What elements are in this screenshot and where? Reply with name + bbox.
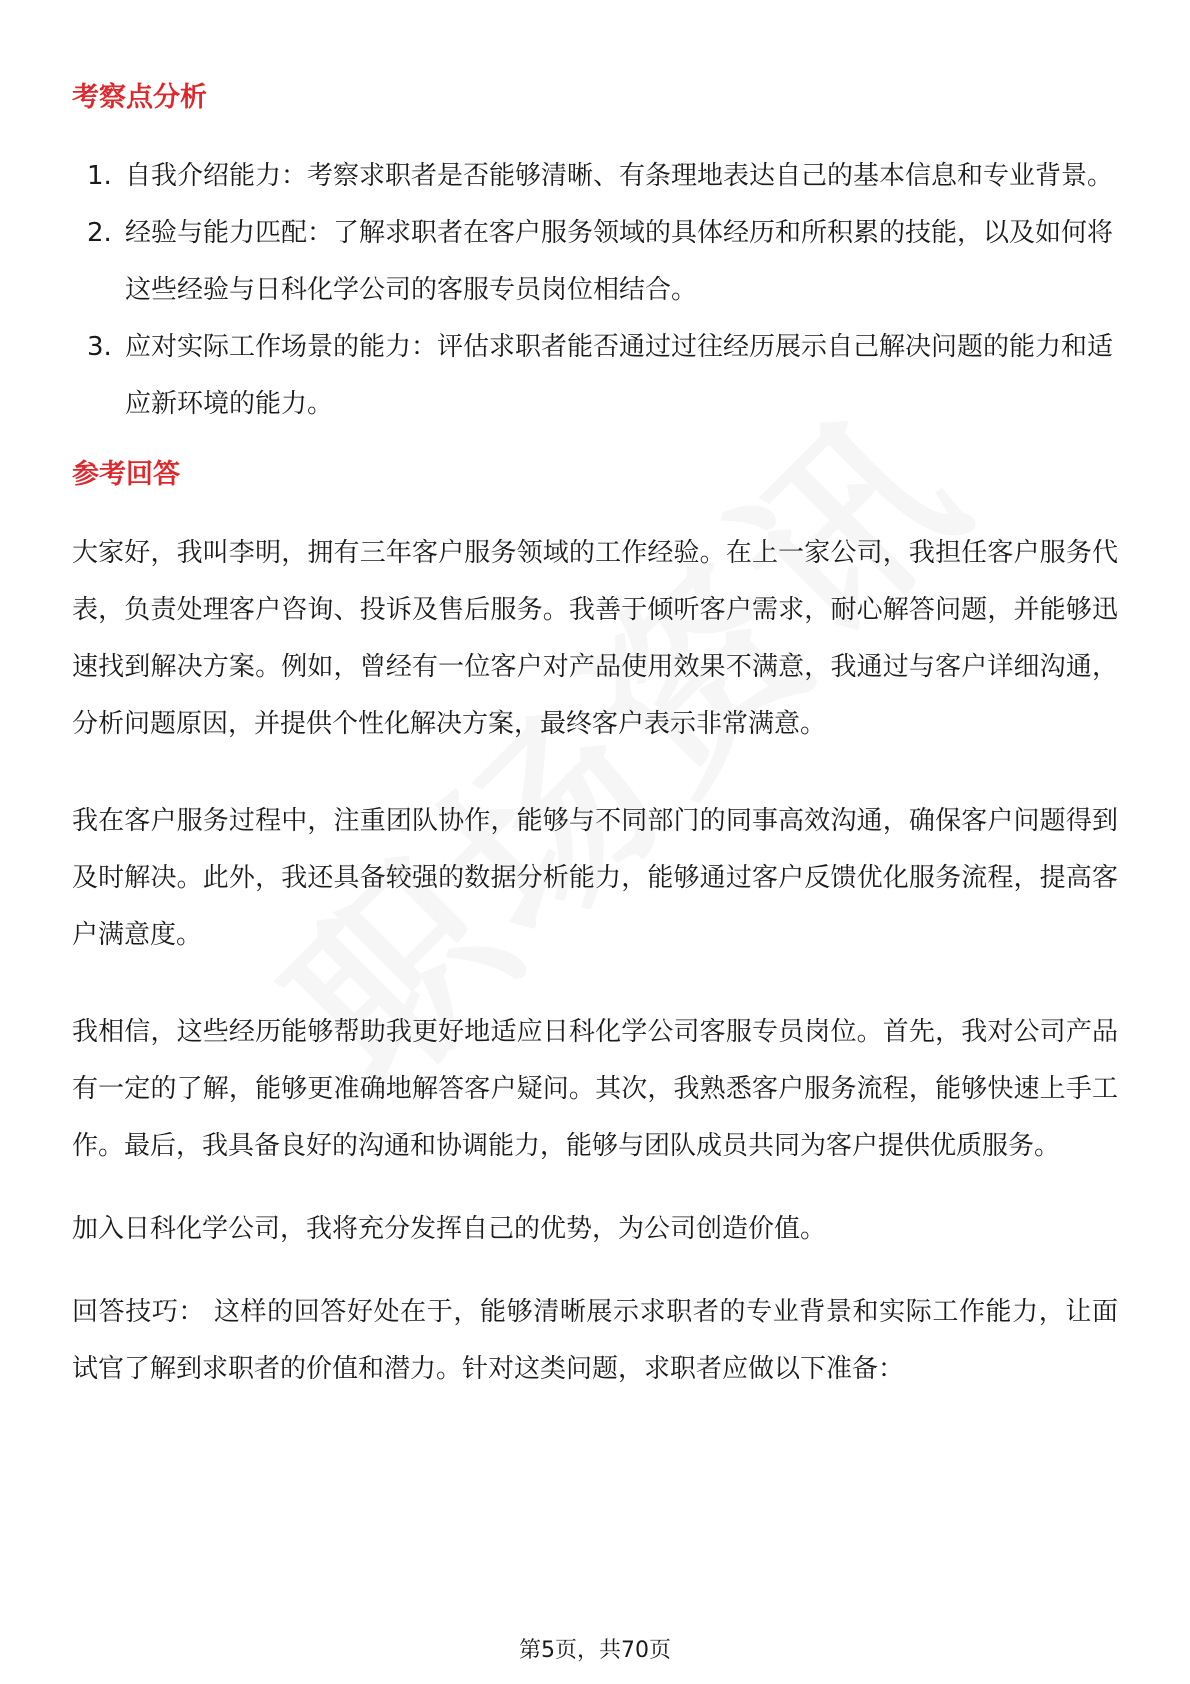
list-item-number: 1. bbox=[87, 161, 112, 191]
answer-paragraph: 大家好，我叫李明，拥有三年客户服务领域的工作经验。在上一家公司，我担任客户服务代表，负责处理客户咨询、投诉及售后服务。我善于倾听客户需求，耐心解答问题，并能够迅速找到解决方案。例如，曾经有一位客户对产品使用效果不满意，我通过与客户详细沟通，分析问题原因，并提供个性化解决方案，最终客户表示非常满意。 bbox=[72, 538, 1118, 739]
list-item bbox=[72, 205, 1118, 319]
page-content bbox=[72, 70, 1118, 1398]
answer-paragraph: 我在客户服务过程中，注重团队协作，能够与不同部门的同事高效沟通，确保客户问题得到及时解决。此外，我还具备较强的数据分析能力，能够通过客户反馈优化服务流程，提高客户满意度。 bbox=[72, 806, 1118, 950]
list-item-text: 应对实际工作场景的能力：评估求职者能否通过过往经历展示自己解决问题的能力和适应新环境的能力。 bbox=[125, 332, 1114, 419]
section-title-analysis: 考察点分析 bbox=[72, 82, 207, 113]
analysis-list bbox=[72, 148, 1118, 433]
answer-tips-paragraph: 回答技巧： 这样的回答好处在于，能够清晰展示求职者的专业背景和实际工作能力，让面试官了解到求职者的价值和潜力。针对这类问题，求职者应做以下准备： bbox=[72, 1297, 1118, 1384]
section-title-answer: 参考回答 bbox=[72, 459, 180, 490]
list-item bbox=[72, 319, 1118, 433]
list-item bbox=[72, 148, 1118, 205]
answer-paragraph: 加入日科化学公司，我将充分发挥自己的优势，为公司创造价值。 bbox=[72, 1214, 827, 1244]
list-item-number: 2. bbox=[87, 218, 112, 248]
list-item-number: 3. bbox=[87, 332, 112, 362]
answer-paragraph: 我相信，这些经历能够帮助我更好地适应日科化学公司客服专员岗位。首先，我对公司产品有一定的了解，能够更准确地解答客户疑问。其次，我熟悉客户服务流程，能够快速上手工作。最后，我具备良好的沟通和协调能力，能够与团队成员共同为客户提供优质服务。 bbox=[72, 1017, 1118, 1161]
list-item-text: 自我介绍能力：考察求职者是否能够清晰、有条理地表达自己的基本信息和专业背景。 bbox=[125, 161, 1114, 191]
list-item-text: 经验与能力匹配：了解求职者在客户服务领域的具体经历和所积累的技能，以及如何将这些经验与日科化学公司的客服专员岗位相结合。 bbox=[125, 218, 1114, 305]
page-number: 第5页，共70页 bbox=[519, 1638, 671, 1663]
